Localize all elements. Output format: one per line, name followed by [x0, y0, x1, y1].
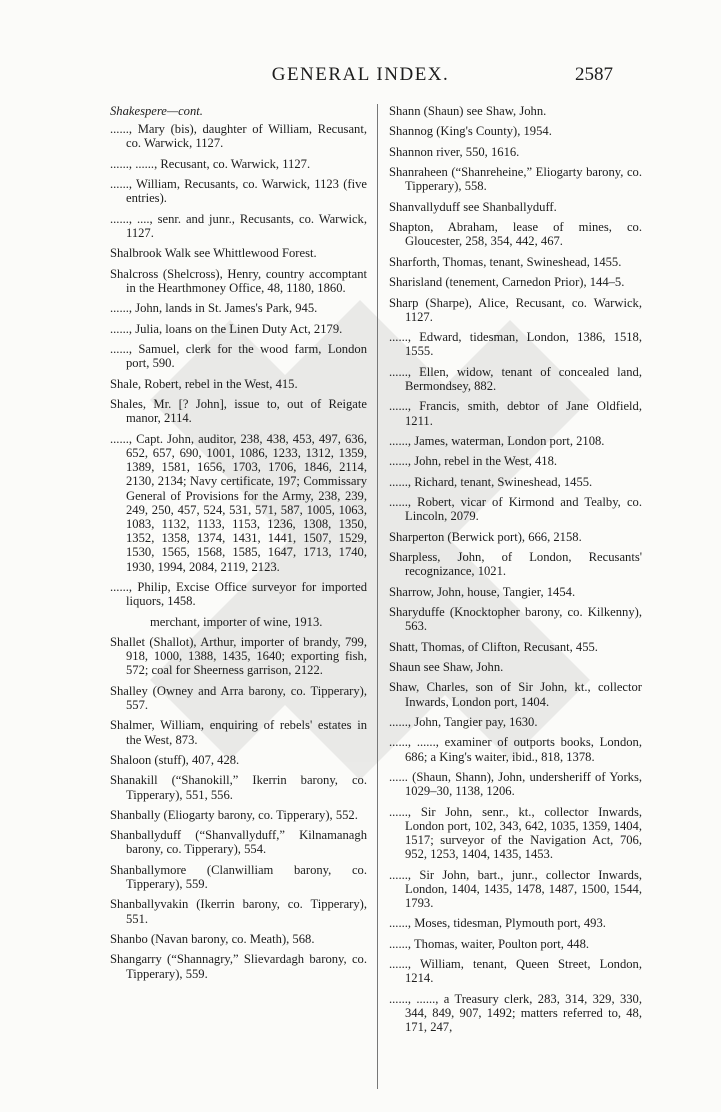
page-header	[108, 64, 613, 90]
index-entry: merchant, importer of wine, 1913.	[150, 614, 323, 629]
index-entry: ......, Sir John, bart., junr., collector Inwards, London, 1404, 1435, 1478, 1487, 1500, 1544, 1793.	[389, 867, 642, 910]
running-title: GENERAL INDEX.	[271, 64, 450, 85]
index-entry: Shanballyduff (“Shanvallyduff,” Kilnamanagh barony, co. Tipperary), 554.	[110, 828, 367, 857]
index-entry: Shannon river, 550, 1616.	[389, 144, 520, 159]
index-entry: Sharyduffe (Knocktopher barony, co. Kilkenny), 563.	[389, 605, 642, 634]
index-entry: ......, William, Recusants, co. Warwick, 1123 (five entries).	[110, 177, 367, 206]
index-entry: ......, Richard, tenant, Swineshead, 1455.	[389, 474, 593, 489]
index-entry: Shalmer, William, enquiring of rebels' estates in the West, 873.	[110, 718, 367, 747]
index-entry: Shanvallyduff see Shanballyduff.	[389, 199, 557, 214]
index-entry: ......, Robert, vicar of Kirmond and Tealby, co. Lincoln, 2079.	[389, 495, 642, 524]
index-entry: Shanbo (Navan barony, co. Meath), 568.	[110, 932, 315, 947]
index-entry: ......, John, lands in St. James's Park, 945.	[110, 301, 318, 316]
index-entry: ......, Edward, tidesman, London, 1386, 1518, 1555.	[389, 330, 642, 359]
index-entry: Sharforth, Thomas, tenant, Swineshead, 1455.	[389, 254, 622, 269]
index-column-left	[110, 104, 367, 987]
index-entry: ......, John, Tangier pay, 1630.	[389, 715, 538, 730]
index-entry: ......, Julia, loans on the Linen Duty Act, 2179.	[110, 321, 343, 336]
index-entry: Shapton, Abraham, lease of mines, co. Gloucester, 258, 354, 442, 467.	[389, 220, 642, 249]
index-entry: Shalbrook Walk see Whittlewood Forest.	[110, 246, 317, 261]
index-entry: Shalcross (Shelcross), Henry, country accomptant in the Hearthmoney Office, 48, 1180, 1860.	[110, 266, 367, 295]
index-entry: ...... (Shaun, Shann), John, undersheriff of Yorks, 1029–30, 1138, 1206.	[389, 770, 642, 799]
index-entry: Shaloon (stuff), 407, 428.	[110, 752, 240, 767]
index-entry: ......, Ellen, widow, tenant of concealed land, Bermondsey, 882.	[389, 364, 642, 393]
index-entry: Shallet (Shallot), Arthur, importer of brandy, 799, 918, 1000, 1388, 1435, 1640; exporting fish, 572; coal for Sheerness garrison, 2122.	[110, 634, 367, 678]
index-entry: ......, James, waterman, London port, 2108.	[389, 433, 605, 448]
index-entry: Shanballyvakin (Ikerrin barony, co. Tipperary), 551.	[110, 897, 367, 926]
index-entry: Shann (Shaun) see Shaw, John.	[389, 104, 547, 118]
index-entry: ......, Mary (bis), daughter of William, Recusant, co. Warwick, 1127.	[110, 122, 367, 151]
index-entry: Shanbally (Eliogarty barony, co. Tipperary), 552.	[110, 807, 358, 822]
index-entry: Sharpless, John, of London, Recusants' recognizance, 1021.	[389, 550, 642, 579]
index-entry: ......, ...., senr. and junr., Recusants, co. Warwick, 1127.	[110, 211, 367, 240]
index-entry: ......, John, rebel in the West, 418.	[389, 454, 558, 469]
column-divider	[377, 104, 378, 1089]
index-entry: ......, Capt. John, auditor, 238, 438, 453, 497, 636, 652, 657, 690, 1001, 1086, 1233, 1312, 1359, 1389, 1581, 1656, 1703, 1706, 1846, 2114, 2130, 2134; Navy certificate, 197; Commissary General of Provisions for the Army, 238, 239, 249, 250, 457, 524, 531, 571, 587, 1005, 1063, 1083, 1132, 1133, 1153, 1236, 1308, 1350, 1352, 1358, 1374, 1431, 1441, 1507, 1529, 1530, 1565, 1568, 1585, 1647, 1713, 1740, 1930, 1994, 2084, 2119, 2123.	[110, 431, 367, 574]
index-entry: Sharisland (tenement, Carnedon Prior), 144–5.	[389, 275, 625, 290]
index-entry: Sharp (Sharpe), Alice, Recusant, co. Warwick, 1127.	[389, 295, 642, 324]
index-entry: ......, Francis, smith, debtor of Jane Oldfield, 1211.	[389, 399, 642, 428]
index-entry: ......, Samuel, clerk for the wood farm, London port, 590.	[110, 342, 367, 371]
index-entry: Shaun see Shaw, John.	[389, 660, 504, 675]
index-entry: Shakespere—cont.	[110, 104, 203, 118]
index-entry: ......, ......, Recusant, co. Warwick, 1127.	[110, 156, 311, 171]
index-entry: ......, Moses, tidesman, Plymouth port, 493.	[389, 916, 606, 931]
index-entry: Shale, Robert, rebel in the West, 415.	[110, 376, 298, 391]
index-entry: Shalley (Owney and Arra barony, co. Tipperary), 557.	[110, 683, 367, 712]
index-entry: ......, ......, a Treasury clerk, 283, 314, 329, 330, 344, 849, 907, 1492; matters referred to, 48, 171, 247,	[389, 991, 642, 1035]
index-entry: ......, Sir John, senr., kt., collector Inwards, London port, 102, 343, 642, 1035, 1359, 1404, 1517; surveyor of the Navigation Act, 706, 952, 1253, 1404, 1435, 1453.	[389, 804, 642, 862]
index-entry: Shangarry (“Shannagry,” Slievardagh barony, co. Tipperary), 559.	[110, 952, 367, 981]
index-entry: ......, Thomas, waiter, Poulton port, 448.	[389, 936, 590, 951]
index-entry: Shanakill (“Shanokill,” Ikerrin barony, co. Tipperary), 551, 556.	[110, 773, 367, 802]
index-entry: Shaw, Charles, son of Sir John, kt., collector Inwards, London port, 1404.	[389, 680, 642, 709]
index-entry: ......, William, tenant, Queen Street, London, 1214.	[389, 957, 642, 986]
index-entry: Shanballymore (Clanwilliam barony, co. Tipperary), 559.	[110, 862, 367, 892]
index-entry: Shanraheen (“Shanreheine,” Eliogarty barony, co. Tipperary), 558.	[389, 165, 642, 194]
index-entry: Shannog (King's County), 1954.	[389, 124, 552, 139]
page-number: 2587	[575, 64, 613, 85]
index-column-right	[389, 104, 642, 1041]
index-entry: ......, ......, examiner of outports books, London, 686; a King's waiter, ibid., 818, 1378.	[389, 735, 642, 764]
index-entry: Sharrow, John, house, Tangier, 1454.	[389, 584, 576, 599]
index-entry: ......, Philip, Excise Office surveyor for imported liquors, 1458.	[110, 579, 367, 609]
index-entry: Shales, Mr. [? John], issue to, out of Reigate manor, 2114.	[110, 397, 367, 426]
index-entry: Shatt, Thomas, of Clifton, Recusant, 455.	[389, 639, 598, 654]
index-entry: Sharperton (Berwick port), 666, 2158.	[389, 529, 582, 544]
